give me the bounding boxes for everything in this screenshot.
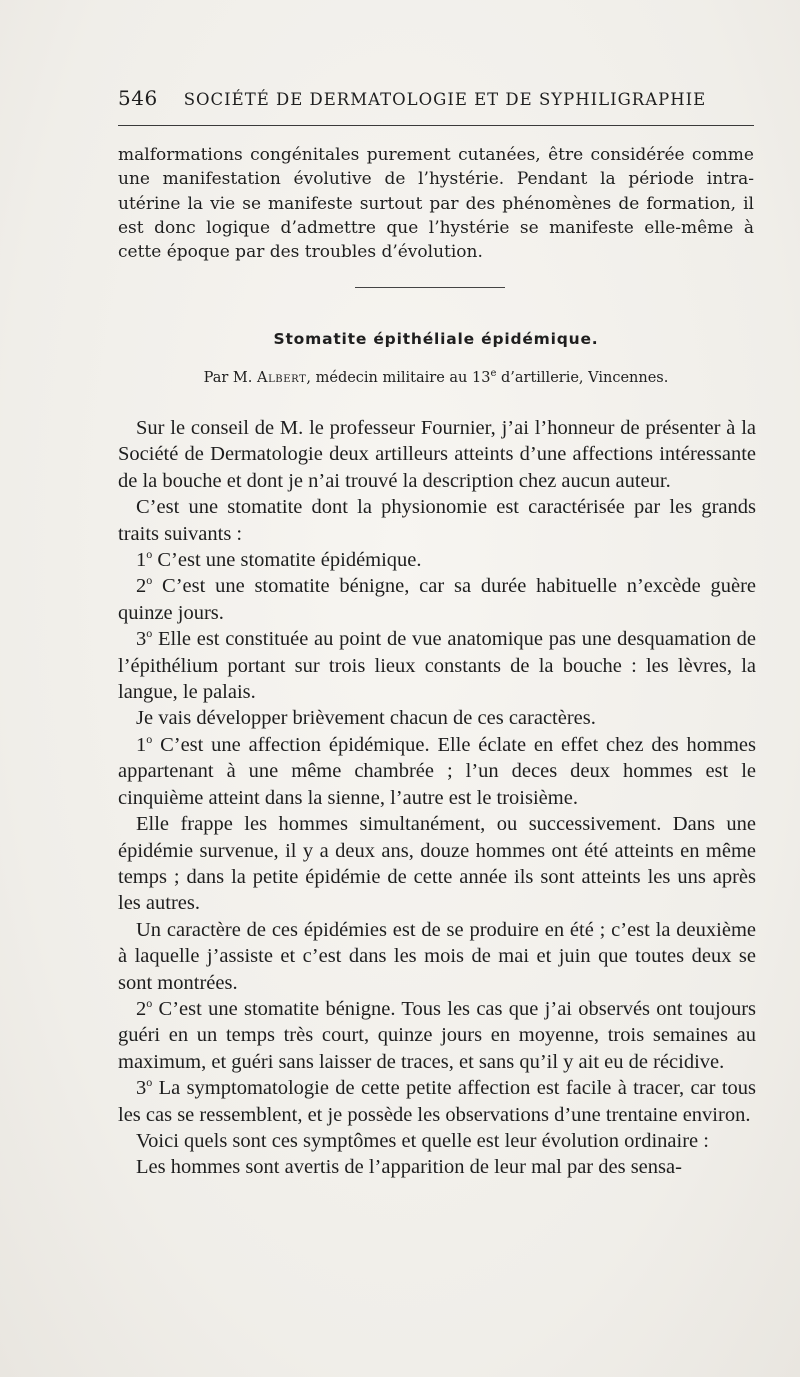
item-text: Elle est constituée au point de vue anatomique pas une desquamation de l’épithélium portant sur trois lieux constants de la bouche : les lèvres, la langue, le palais. (118, 628, 757, 704)
paragraph: Elle frappe les hommes simultanément, ou successivement. Dans une épidémie survenue, il y a deux ans, douze hommes ont été atteints en même temps ; dans la petite épidémie de cette année ils sont atteints les uns après les autres. (118, 813, 756, 915)
section-separator (355, 287, 505, 288)
article-body (118, 415, 756, 1181)
paragraph: Un caractère de ces épidémies est de se produire en été ; c’est la deuxième à laquelle j’assiste et c’est dans les mois de mai et juin que toutes deux se sont montrées. (118, 918, 756, 994)
paragraph: C’est une stomatite dont la physionomie est caractérisée par les grands traits suivants : (118, 496, 756, 545)
paragraph: Sur le conseil de M. le professeur Fournier, j’ai l’honneur de présenter à la Société de Dermatologie deux artilleurs atteints d’une affections intéressante de la bouche et dont je n’ai trouvé la description chez aucun auteur. (118, 417, 756, 492)
item-number: 2 (136, 997, 147, 1020)
list-item (118, 626, 756, 705)
paragraph: Je vais développer brièvement chacun de ces caractères. (136, 707, 596, 730)
item-number-sup: o (146, 573, 153, 588)
item-text: C’est une stomatite épidémique. (157, 549, 422, 572)
item-number: 1 (136, 549, 147, 572)
item-text: C’est une stomatite bénigne, car sa durée habituelle n’excède guère quinze jours. (118, 575, 756, 624)
item-text: La symptomatologie de cette petite affection est facile à tracer, car tous les cas se ressemblent, et je possède les observations d’une trentaine environ. (118, 1077, 757, 1126)
byline-prefix: Par M. (203, 369, 253, 386)
item-number-sup: o (146, 1075, 153, 1090)
byline-suffix: , médecin militaire au 13 (306, 369, 491, 386)
running-title: SOCIÉTÉ DE DERMATOLOGIE ET DE SYPHILIGRAPHIE (183, 90, 707, 109)
running-header (118, 86, 754, 116)
list-item (118, 547, 756, 573)
item-number-sup: o (146, 547, 153, 562)
item-text: C’est une stomatite bénigne. Tous les cas que j’ai observés ont toujours guéri en un temps très court, quinze jours en moyenne, trois semaines au maximum, et guéri sans laisser de traces, et sans qu’il y ait eu de récidive. (118, 997, 756, 1073)
paragraph: Les hommes sont avertis de l’apparition de leur mal par des sensa- (136, 1156, 682, 1179)
article-byline (118, 368, 754, 386)
item-number: 2 (136, 575, 147, 598)
paragraph: Voici quels sont ces symptômes et quelle est leur évolution ordinaire : (136, 1129, 709, 1152)
list-item (118, 732, 756, 811)
intro-block (118, 143, 754, 264)
byline-suffix-2: d’artillerie, Vincennes. (496, 369, 669, 386)
item-number-sup: o (146, 996, 153, 1011)
item-number-sup: o (146, 626, 153, 641)
item-number: 1 (136, 733, 147, 756)
page-number: 546 (118, 86, 158, 110)
item-number: 3 (136, 1077, 147, 1100)
article-title: Stomatite épithéliale épidémique. (273, 330, 599, 348)
list-item (118, 996, 756, 1075)
intro-paragraph: malformations congénitales purement cutanées, être considérée comme une manifestation évolutive de l’hystérie. Pendant la période intra-utérine la vie se manifeste surtout par des phénomènes de formation, il est donc logique d’admettre que l’hystérie se manifeste elle-même à cette époque par des troubles d’évolution. (118, 145, 754, 263)
byline-superscript: e (490, 368, 497, 379)
header-rule (118, 125, 754, 126)
item-text: C’est une affection épidémique. Elle éclate en effet chez des hommes appartenant à une même chambrée ; l’un deces deux hommes est le cinquième atteint dans la sienne, l’autre est le troisième. (118, 733, 757, 809)
item-number-sup: o (146, 732, 153, 747)
item-number: 3 (136, 628, 147, 651)
author-name: Albert (257, 369, 307, 386)
list-item (118, 1075, 756, 1128)
list-item (118, 573, 756, 626)
